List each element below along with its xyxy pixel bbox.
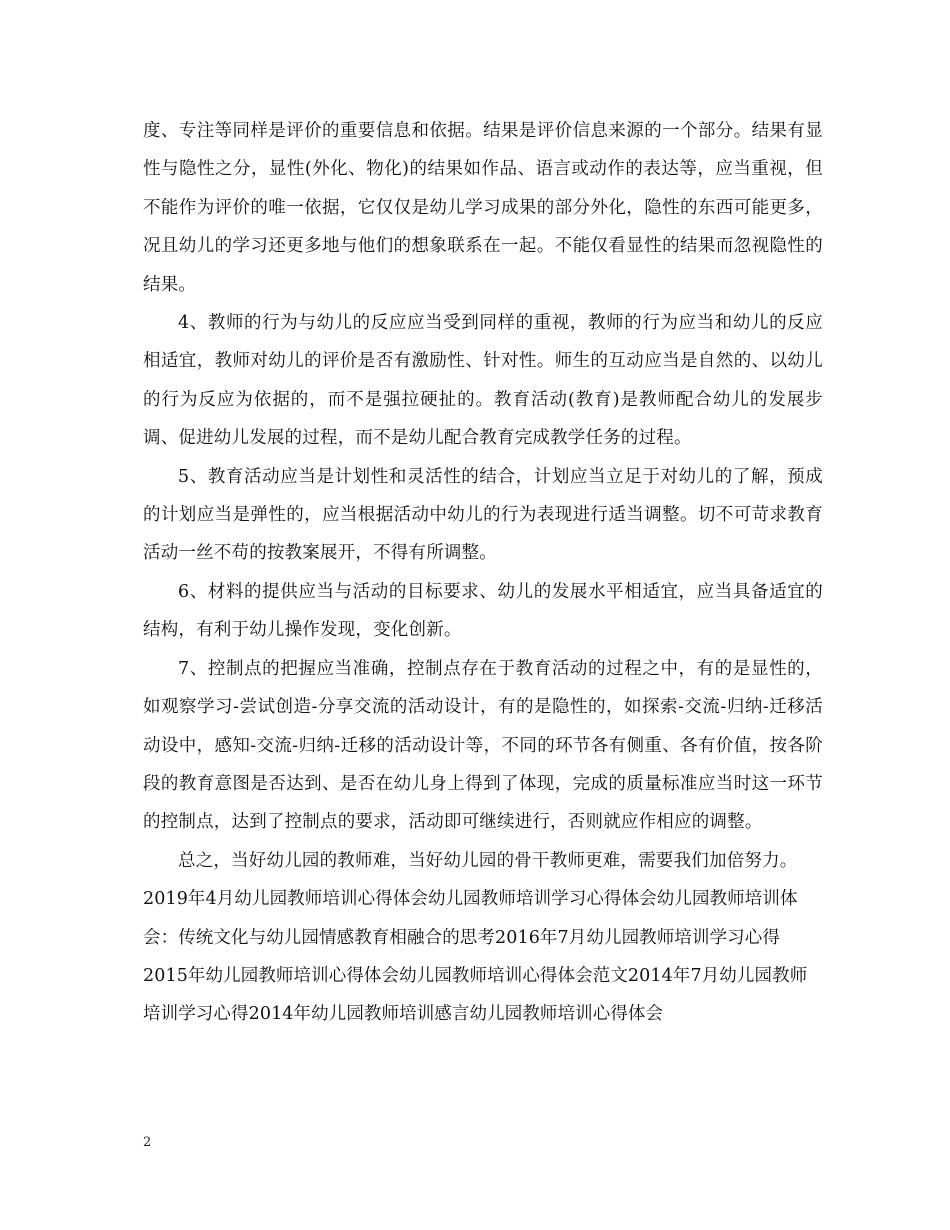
- document-body: [143, 112, 823, 1034]
- page-number: 2: [143, 1135, 152, 1150]
- paragraph-item-5: 5、教育活动应当是计划性和灵活性的结合，计划应当立足于对幼儿的了解，预成的计划应当是弹性的，应当根据活动中幼儿的行为表现进行适当调整。切不可苛求教育活动一丝不苟的按教案展开，不得有所调整。: [143, 466, 823, 564]
- paragraph-continued: 度、专注等同样是评价的重要信息和依据。结果是评价信息来源的一个部分。结果有显性与隐性之分，显性(外化、物化)的结果如作品、语言或动作的表达等，应当重视，但不能作为评价的唯一依据，它仅仅是幼儿学习成果的部分外化，隐性的东西可能更多，况且幼儿的学习还更多地与他们的想象联系在一起。不能仅看显性的结果而忽视隐性的结果。: [143, 121, 823, 295]
- related-articles-text: 2019年4月幼儿园教师培训心得体会幼儿园教师培训学习心得体会幼儿园教师培训体会：传统文化与幼儿园情感教育相融合的思考2016年7月幼儿园教师培训学习心得2015年幼儿园教师培训心得体会幼儿园教师培训心得体会范文2014年7月幼儿园教师培训学习心得2014年幼儿园教师培训感言幼儿园教师培训心得体会: [143, 889, 808, 1025]
- paragraph-item-6: 6、材料的提供应当与活动的目标要求、幼儿的发展水平相适宜，应当具备适宜的结构，有利于幼儿操作发现，变化创新。: [143, 581, 823, 641]
- paragraph-conclusion: 总之，当好幼儿园的教师难，当好幼儿园的骨干教师更难，需要我们加倍努力。: [178, 850, 798, 871]
- paragraph-item-7: 7、控制点的把握应当准确，控制点存在于教育活动的过程之中，有的是显性的，如观察学习-尝试创造-分享交流的活动设计，有的是隐性的，如探索-交流-归纳-迁移活动设中，感知-交流-归纳-迁移的活动设计等，不同的环节各有侧重、各有价值，按各阶段的教育意图是否达到、是否在幼儿身上得到了体现，完成的质量标准应当时这一环节的控制点，达到了控制点的要求，活动即可继续进行，否则就应作相应的调整。: [143, 658, 823, 833]
- paragraph-item-4: 4、教师的行为与幼儿的反应应当受到同样的重视，教师的行为应当和幼儿的反应相适宜，教师对幼儿的评价是否有激励性、针对性。师生的互动应当是自然的、以幼儿的行为反应为依据的，而不是强拉硬扯的。教育活动(教育)是教师配合幼儿的发展步调、促进幼儿发展的过程，而不是幼儿配合教育完成教学任务的过程。: [143, 313, 823, 449]
